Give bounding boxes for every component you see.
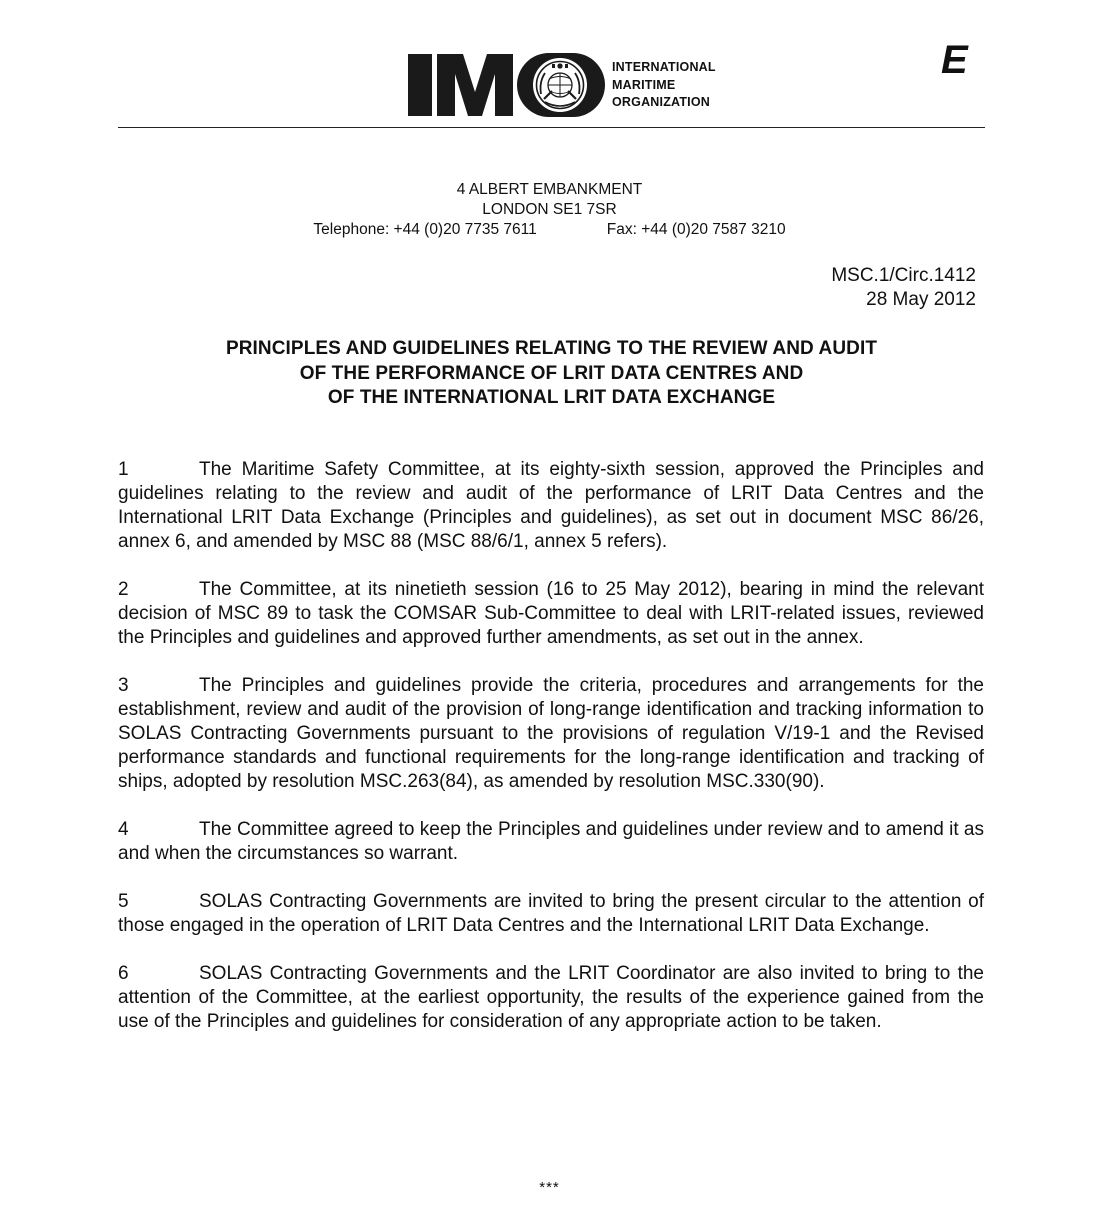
document-body — [118, 458, 984, 1058]
paragraph-number: 2 — [118, 579, 129, 600]
paragraph-number: 4 — [118, 819, 129, 840]
org-name-line-1: INTERNATIONAL — [612, 60, 716, 74]
document-reference — [831, 264, 976, 312]
paragraph-number: 6 — [118, 963, 129, 984]
title-line-1: PRINCIPLES AND GUIDELINES RELATING TO THE REVIEW AND AUDIT — [225, 338, 878, 359]
paragraph-text: The Principles and guidelines provide the criteria, procedures and arrangements for the establishment, review and audit of the provision of long-range identification and tracking information to SOLAS Contracting Governments pursuant to the provisions of regulation V/19-1 and the Revised performance standards and functional requirements for the long-range identification and tracking of ships, adopted by resolution MSC.263(84), as amended by resolution MSC.330(90). — [118, 675, 984, 792]
document-number: MSC.1/Circ.1412 — [831, 265, 976, 286]
contact-row — [0, 220, 1099, 240]
title-line-2: OF THE PERFORMANCE OF LRIT DATA CENTRES AND — [299, 362, 804, 384]
paragraph-3 — [118, 674, 984, 794]
paragraph-4 — [118, 818, 984, 866]
fax: Fax: +44 (0)20 7587 3210 — [606, 221, 786, 238]
paragraph-number: 3 — [118, 675, 129, 696]
paragraph-text: SOLAS Contracting Governments and the LRIT Coordinator are also invited to bring to the attention of the Committee, at the earliest opportunity, the results of the experience gained from the use of the Principles and guidelines for consideration of any appropriate action to be taken. — [118, 963, 984, 1032]
paragraph-5 — [118, 890, 984, 938]
document-title — [118, 337, 985, 411]
address-line-1: 4 ALBERT EMBANKMENT — [456, 181, 643, 198]
address-line-2: LONDON SE1 7SR — [482, 201, 617, 218]
paragraph-1 — [118, 458, 984, 554]
paragraph-text: The Committee agreed to keep the Principles and guidelines under review and to amend it as and when the circumstances so warrant. — [118, 819, 984, 864]
paragraph-2 — [118, 578, 984, 650]
org-name-line-3: ORGANIZATION — [612, 95, 710, 109]
org-name-line-2: MARITIME — [612, 77, 676, 92]
title-line-3: OF THE INTERNATIONAL LRIT DATA EXCHANGE — [327, 387, 776, 408]
organization-name — [612, 59, 716, 112]
paragraph-6 — [118, 962, 984, 1034]
document-header — [118, 0, 985, 128]
paragraph-text: The Committee, at its ninetieth session (16 to 25 May 2012), bearing in mind the relevant decision of MSC 89 to task the COMSAR Sub-Committee to deal with LRIT-related issues, reviewed the Principles and guidelines and approved further amendments, as set out in the annex. — [118, 579, 984, 648]
paragraph-text: SOLAS Contracting Governments are invited to bring the present circular to the attention of those engaged in the operation of LRIT Data Centres and the International LRIT Data Exchange. — [118, 891, 984, 936]
paragraph-text: The Maritime Safety Committee, at its eighty-sixth session, approved the Principles and guidelines relating to the review and audit of the performance of LRIT Data Centres and the International LRIT Data Exchange (Principles and guidelines), as set out in document MSC 86/26, annex 6, and amended by MSC 88 (MSC 88/6/1, annex 5 refers). — [118, 459, 984, 552]
paragraph-number: 5 — [118, 891, 129, 912]
telephone: Telephone: +44 (0)20 7735 7611 — [313, 221, 537, 238]
address-block — [0, 180, 1099, 240]
document-date: 28 May 2012 — [866, 289, 976, 310]
imo-emblem-icon — [533, 58, 587, 112]
language-badge: E — [941, 38, 968, 82]
end-of-text-mark: *** — [539, 1179, 560, 1196]
paragraph-number: 1 — [118, 459, 129, 480]
